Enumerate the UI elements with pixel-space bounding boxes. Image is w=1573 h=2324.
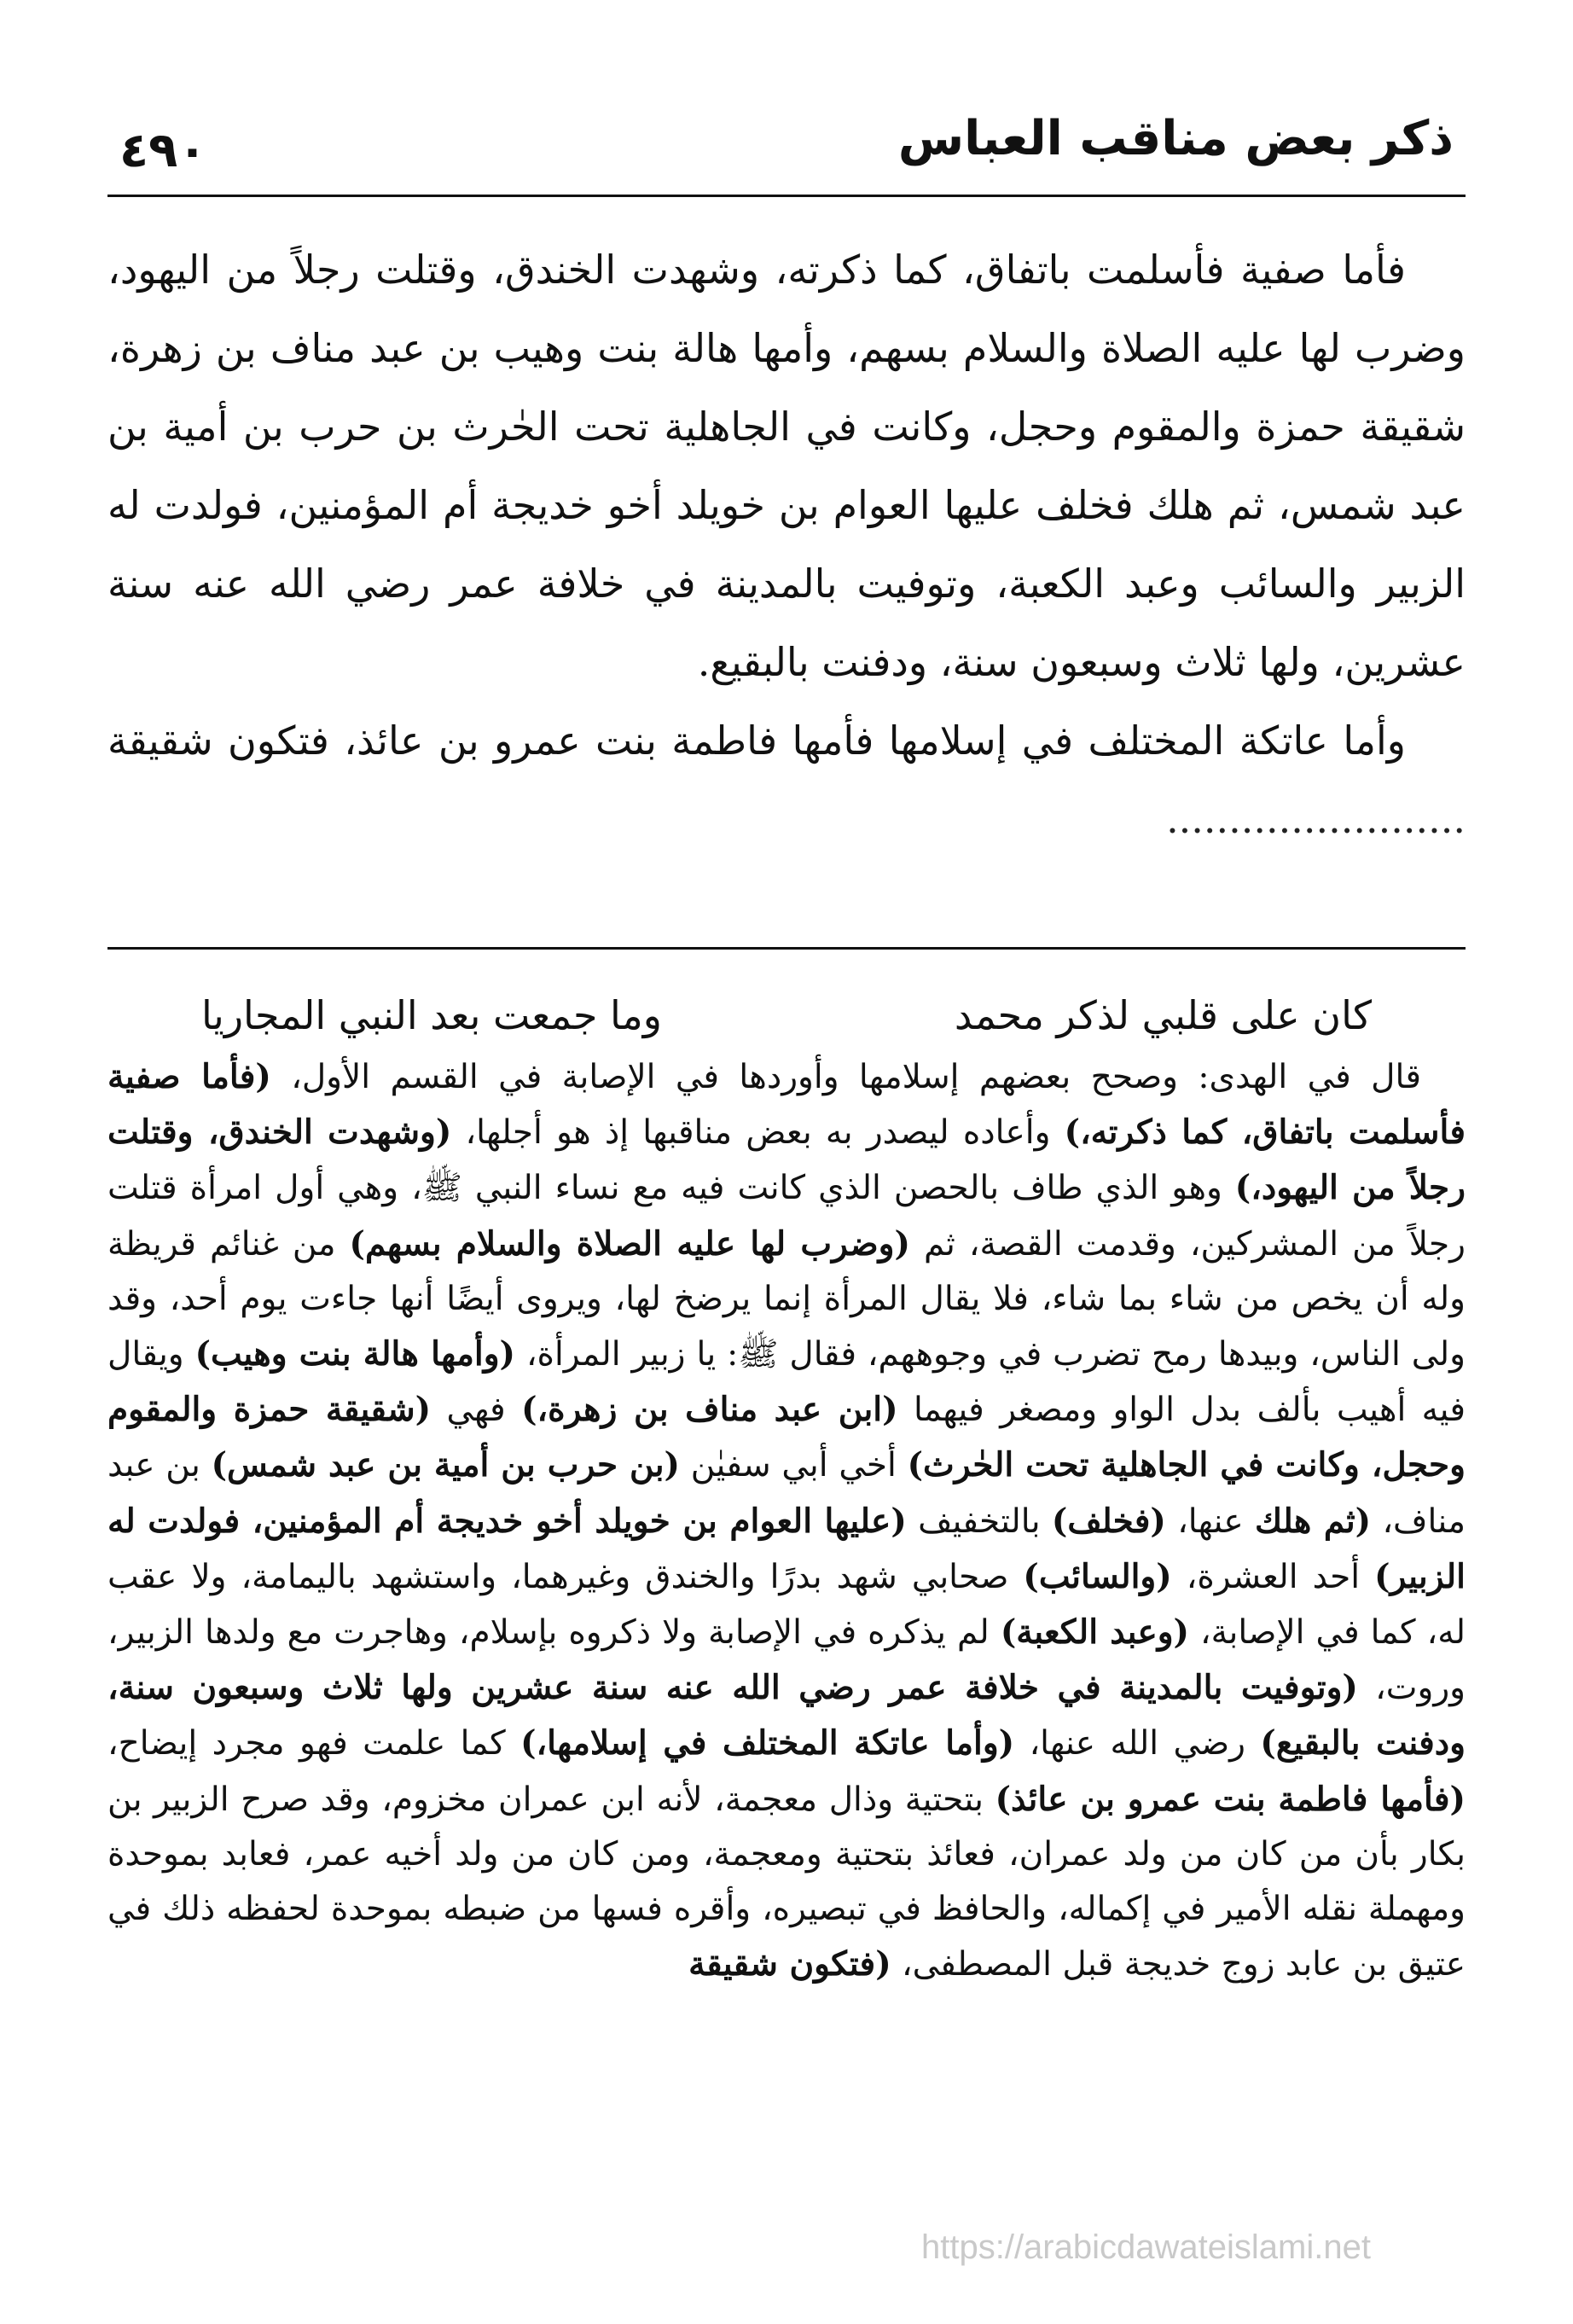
commentary-text: بتحتية وذال معجمة، لأنه ابن عمران مخزوم، وقد صرح الزبير بن بكار بأن من كان من ولد عمران، فعائذ بتحتية ومعجمة، ومن كان من ولد أخيه عمر، فعابد بموحدة ومهملة نقله الأمير في إكماله، والحافظ في تبصيره، وأقره فسها من ضبطه بموحدة لحفظه ذلك في عتيق بن عابد زوج خديجة قبل المصطفى، <box>107 1780 1466 1984</box>
section-rule <box>107 947 1466 950</box>
commentary-text: عنها، <box>1165 1502 1256 1541</box>
quoted-text: (شقيقة حمزة والمقوم وحجل، وكانت في الجاهلية تحت الحٰرث) <box>107 1390 1466 1485</box>
commentary-text: قال في الهدى: وصحح بعضهم إسلامها وأوردها في الإصابة في القسم الأول، <box>270 1058 1421 1096</box>
quoted-text: (وضرب لها عليه الصلاة والسلام بسهم) <box>349 1223 910 1264</box>
commentary-text: وأعاده ليصدر به بعض مناقبها إذ هو أجلها، <box>451 1113 1065 1153</box>
quoted-text: (وشهدت الخندق، وقتلت رجلاً من اليهود،) <box>107 1113 1466 1208</box>
verse-hemistich: وما جمعت بعد النبي المجاريا <box>201 992 662 1038</box>
quoted-text: (والسائب) <box>1023 1556 1172 1596</box>
ellipsis: ........................ <box>1166 796 1466 842</box>
commentary-text: أحد العشرة، <box>1171 1557 1375 1596</box>
quoted-text: (بن حرب بن أمية بن عبد شمس) <box>211 1445 681 1485</box>
commentary-text: بن عبد مناف، <box>107 1446 1466 1541</box>
verse-line <box>107 981 1466 1049</box>
running-title: ذكر بعض مناقب العباس <box>897 111 1454 166</box>
commentary-text: لم يذكره في الإصابة ولا ذكروه بإسلام، وهاجرت مع ولدها الزبير، وروت، <box>107 1613 1466 1708</box>
commentary-text: وهو الذي طاف بالحصن الذي كانت فيه مع نساء النبي ﷺ، وهي أول امرأة قتلت رجلاً من المشركين، وقدمت القصة، ثم <box>107 1169 1466 1264</box>
quoted-text: (فتكون شقيقة <box>688 1944 891 1984</box>
quoted-text: (عليها العوام بن خويلد أخو خديجة أم المؤمنين، فولدت له الزبير) <box>107 1501 1466 1596</box>
quoted-text: (فأما صفية فأسلمت باتفاق، كما ذكرته،) <box>107 1057 1466 1153</box>
quoted-text: (وتوفيت بالمدينة في خلافة عمر رضي الله عنه سنة عشرين ولها ثلاث وسبعون سنة، ودفنت بالبقيع) <box>107 1668 1466 1763</box>
quoted-text: (فخلف) <box>1051 1501 1166 1541</box>
commentary-text: بالتخفيف <box>906 1502 1052 1541</box>
quoted-text: (فأمها فاطمة بنت عمرو بن عائذ) <box>995 1779 1466 1819</box>
commentary-text: صحابي شهد بدرًا والخندق وغيرهما، واستشهد باليمامة، ولا عقب له، كما في الإصابة، <box>107 1557 1466 1653</box>
commentary <box>107 1049 1466 2210</box>
main-text <box>107 230 1466 913</box>
commentary-text: ويقال فيه أهيب بألف بدل الواو ومصغر فيهما <box>107 1335 1466 1430</box>
quoted-text: (ابن عبد مناف بن زهرة،) <box>521 1390 898 1430</box>
quoted-text: (وعبد الكعبة) <box>1000 1612 1190 1653</box>
quoted-text: (ثم هلك <box>1255 1501 1372 1541</box>
header-rule <box>107 195 1466 197</box>
commentary-text: كما علمت فهو مجرد إيضاح، <box>107 1724 521 1763</box>
commentary-paragraph <box>107 1049 1466 1992</box>
page-number: ٤٩٠ <box>119 123 207 178</box>
commentary-text: من غنائم قريظة وله أن يخص من شاء بما شاء، فلا يقال المرأة إنما يرضخ لها، ويروى أيضًا أنها جاءت يوم أحد، وقد ولى الناس، وبيدها رمح تضرب في وجوههم، فقال ﷺ: يا زبير المرأة، <box>107 1224 1466 1374</box>
commentary-text: فهي <box>431 1391 522 1430</box>
commentary-text: رضي الله عنها، <box>1014 1724 1261 1763</box>
verse-hemistich: كان على قلبي لذكر محمد <box>954 992 1372 1038</box>
quoted-text: (وأما عاتكة المختلف في إسلامها،) <box>520 1723 1015 1763</box>
main-paragraph-text: وأما عاتكة المختلف في إسلامها فأمها فاطمة بنت عمرو بن عائذ، فتكون شقيقة <box>107 718 1406 764</box>
page-header <box>119 102 1454 188</box>
main-paragraph: فأما صفية فأسلمت باتفاق، كما ذكرته، وشهدت الخندق، وقتلت رجلاً من اليهود، وضرب لها عليه الصلاة والسلام بسهم، وأمها هالة بنت وهيب بن عبد مناف بن زهرة، شقيقة حمزة والمقوم وحجل، وكانت في الجاهلية تحت الحٰرث بن حرب بن أمية بن عبد شمس، ثم هلك فخلف عليها العوام بن خويلد أخو خديجة أم المؤمنين، فولدت له الزبير والسائب وعبد الكعبة، وتوفيت بالمدينة في خلافة عمر رضي الله عنه سنة عشرين، ولها ثلاث وسبعون سنة، ودفنت بالبقيع. <box>107 247 1466 685</box>
quoted-text: (وأمها هالة بنت وهيب) <box>194 1334 515 1374</box>
watermark-url: https://arabicdawateislami.net <box>921 2228 1371 2266</box>
main-paragraph <box>107 701 1466 858</box>
commentary-text: أخي أبي سفيٰن <box>680 1446 908 1485</box>
